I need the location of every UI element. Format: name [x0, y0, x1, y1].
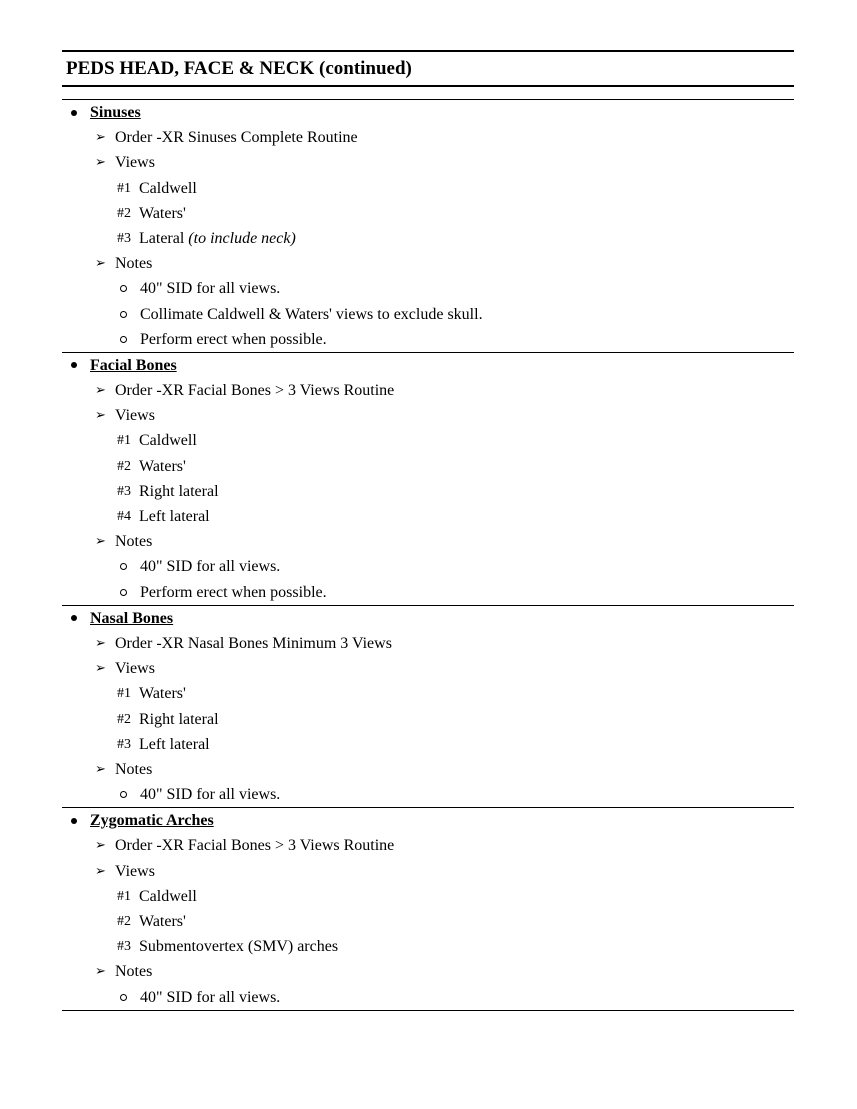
view-number: #3: [117, 483, 131, 499]
bullet-icon: [71, 818, 77, 824]
view-number: #2: [117, 205, 131, 221]
arrow-bullet-icon: ➢: [95, 761, 106, 777]
view-item: [62, 884, 794, 909]
arrow-bullet-icon: ➢: [95, 635, 106, 651]
bullet-icon: [71, 362, 77, 368]
view-text: Caldwell: [139, 432, 197, 450]
views-label: Views: [115, 660, 155, 678]
view-number: #1: [117, 888, 131, 904]
note-text: Perform erect when possible.: [140, 583, 327, 601]
notes-label: Notes: [115, 760, 153, 778]
view-note: (to include neck): [188, 229, 296, 247]
view-text: Caldwell: [139, 179, 197, 197]
views-label-line: [62, 656, 794, 681]
arrow-bullet-icon: ➢: [95, 964, 106, 980]
notes-label: Notes: [115, 533, 153, 551]
view-text: Left lateral: [139, 508, 210, 525]
view-number: #3: [117, 230, 131, 246]
note-text: 40" SID for all views.: [140, 558, 281, 576]
notes-label: Notes: [115, 963, 153, 981]
view-text: Waters': [139, 913, 186, 930]
section-heading: [62, 100, 794, 125]
section-block: [62, 606, 794, 809]
view-number: #2: [117, 711, 131, 727]
view-text: Waters': [139, 204, 186, 222]
circle-bullet-icon: [120, 336, 127, 343]
view-text: Lateral: [139, 229, 185, 247]
note-text: 40" SID for all views.: [140, 280, 281, 298]
view-text: Waters': [139, 457, 186, 475]
view-item: [62, 176, 794, 201]
view-item: [62, 909, 794, 934]
sections-container: [62, 100, 794, 1011]
view-text: Submentovertex (SMV) arches: [139, 938, 339, 956]
notes-label-line: [62, 251, 794, 276]
section-title: Nasal Bones: [90, 609, 174, 627]
notes-label-line: [62, 959, 794, 984]
arrow-bullet-icon: ➢: [95, 534, 106, 550]
views-label-line: [62, 150, 794, 175]
view-item: [62, 681, 794, 706]
arrow-bullet-icon: ➢: [95, 130, 106, 146]
order-prefix: Order -: [115, 837, 162, 855]
views-label-line: [62, 403, 794, 428]
circle-bullet-icon: [120, 285, 127, 292]
notes-label-line: [62, 529, 794, 554]
page-title: PEDS HEAD, FACE & NECK (continued): [62, 50, 794, 87]
order-line: [62, 833, 794, 858]
document-page: [62, 50, 794, 1011]
view-text: Right lateral: [139, 710, 219, 728]
order-line: [62, 378, 794, 403]
view-number: #4: [117, 509, 131, 524]
note-item: [62, 554, 794, 579]
section-block: [62, 808, 794, 1011]
section-title: Sinuses: [90, 104, 141, 121]
order-prefix: Order -: [115, 382, 162, 400]
view-number: #3: [117, 736, 131, 752]
section-heading: [62, 808, 794, 833]
view-item: [62, 454, 794, 479]
arrow-bullet-icon: ➢: [95, 383, 106, 399]
note-item: [62, 985, 794, 1010]
section-title: Facial Bones: [90, 356, 177, 374]
arrow-bullet-icon: ➢: [95, 155, 106, 171]
bullet-icon: [71, 110, 77, 116]
section-block: [62, 353, 794, 606]
view-text: Right lateral: [139, 482, 219, 500]
circle-bullet-icon: [120, 589, 127, 596]
arrow-bullet-icon: ➢: [95, 256, 106, 272]
view-number: #2: [117, 914, 131, 929]
view-item: [62, 201, 794, 226]
order-text: XR Facial Bones > 3 Views Routine: [161, 837, 395, 855]
order-text: XR Sinuses Complete Routine: [161, 129, 358, 147]
note-text: Collimate Caldwell & Waters' views to exclude skull.: [140, 305, 483, 323]
view-item: [62, 226, 794, 251]
view-text: Waters': [139, 685, 186, 703]
view-number: #1: [117, 433, 131, 449]
view-text: Left lateral: [139, 735, 210, 753]
views-label-line: [62, 859, 794, 884]
arrow-bullet-icon: ➢: [95, 408, 106, 424]
view-number: #1: [117, 180, 131, 196]
view-item: [62, 428, 794, 453]
circle-bullet-icon: [120, 791, 127, 798]
views-label: Views: [115, 862, 155, 880]
views-label: Views: [115, 154, 155, 172]
note-item: [62, 327, 794, 352]
note-text: 40" SID for all views.: [140, 988, 281, 1006]
circle-bullet-icon: [120, 563, 127, 570]
view-item: [62, 479, 794, 504]
order-text: XR Nasal Bones Minimum 3 Views: [161, 634, 392, 652]
order-text: XR Facial Bones > 3 Views Routine: [161, 382, 395, 400]
note-text: 40" SID for all views.: [140, 786, 281, 804]
arrow-bullet-icon: ➢: [95, 661, 106, 677]
view-item: [62, 732, 794, 757]
order-prefix: Order -: [115, 634, 162, 652]
section-heading: [62, 353, 794, 378]
note-item: [62, 302, 794, 327]
circle-bullet-icon: [120, 311, 127, 318]
note-item: [62, 782, 794, 807]
views-label: Views: [115, 407, 155, 425]
view-item: [62, 934, 794, 959]
circle-bullet-icon: [120, 994, 127, 1001]
note-text: Perform erect when possible.: [140, 330, 327, 348]
order-prefix: Order -: [115, 129, 162, 147]
view-item: [62, 707, 794, 732]
view-item: [62, 504, 794, 529]
arrow-bullet-icon: ➢: [95, 863, 106, 879]
view-number: #1: [117, 686, 131, 702]
section-block: [62, 100, 794, 353]
section-heading: [62, 606, 794, 631]
notes-label-line: [62, 757, 794, 782]
view-text: Caldwell: [139, 887, 197, 905]
section-title: Zygomatic Arches: [90, 812, 214, 830]
arrow-bullet-icon: ➢: [95, 838, 106, 854]
note-item: [62, 580, 794, 605]
order-line: [62, 125, 794, 150]
note-item: [62, 276, 794, 301]
view-number: #2: [117, 458, 131, 474]
order-line: [62, 631, 794, 656]
view-number: #3: [117, 939, 131, 955]
bullet-icon: [71, 615, 77, 621]
notes-label: Notes: [115, 255, 153, 273]
